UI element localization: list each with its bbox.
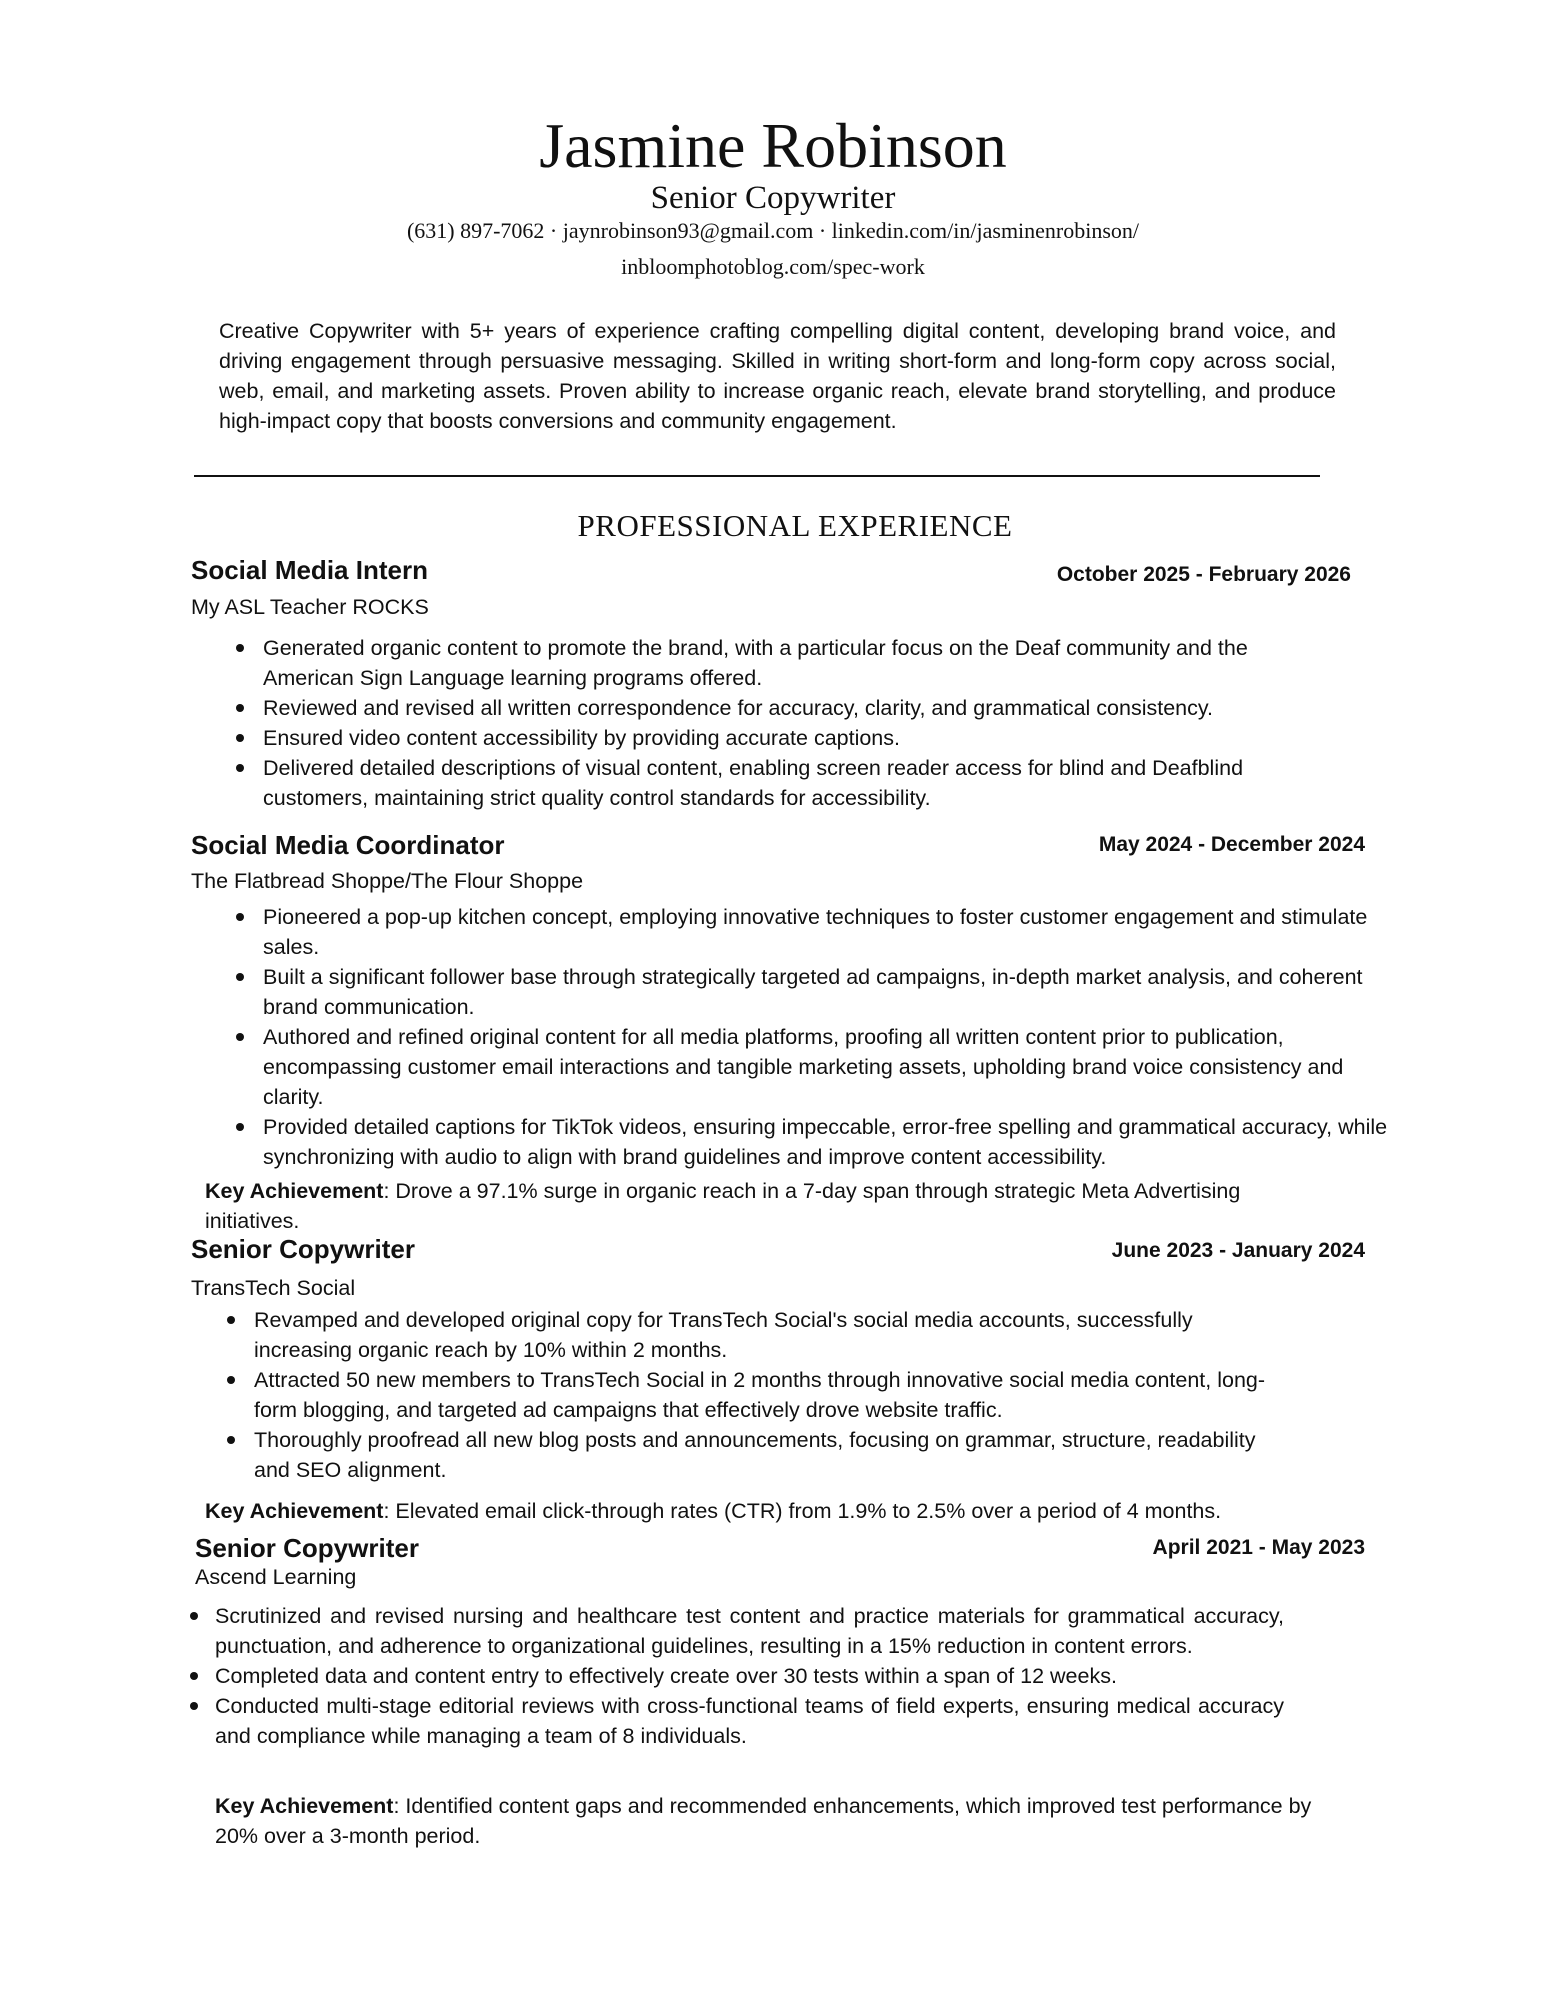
bullet-icon [236,644,244,652]
bullet-icon [190,1612,198,1620]
bullet-icon [236,1123,244,1131]
key-achievement-3: Key Achievement: Elevated email click-through rates (CTR) from 1.9% to 2.5% over a period of 4 months. [205,1499,1222,1523]
list-item: Pioneered a pop-up kitchen concept, employing innovative techniques to foster customer engagement and stimulate sales. [263,902,1405,962]
job-bullets-1 [263,633,1323,813]
job-title-1: Social Media Intern [191,555,428,585]
key-achievement-4: Key Achievement: Identified content gaps and recommended enhancements, which improved test performance by 20% over a 3-month period. [215,1794,1312,1848]
list-item: Built a significant follower base through strategically targeted ad campaigns, in-depth market analysis, and coherent brand communication. [263,962,1405,1022]
section-divider [194,475,1320,477]
candidate-title: Senior Copywriter [650,180,896,216]
bullet-icon [227,1436,235,1444]
job-dates-1: October 2025 - February 2026 [1056,563,1351,586]
professional-summary: Creative Copywriter with 5+ years of experience crafting compelling digital content, developing brand voice, and driving engagement through persuasive messaging. Skilled in writing short-form and long-form copy across social, web, email, and marketing assets. Proven ability to increase organic reach, elevate brand storytelling, and produce high-impact copy that boosts conversions and community engagement. [219,319,1336,433]
job-bullets-4 [215,1601,1284,1751]
job-title-3: Senior Copywriter [191,1234,415,1264]
list-item: Attracted 50 new members to TransTech Social in 2 months through innovative social media content, long-form blogging, and targeted ad campaigns that effectively drove website traffic. [254,1365,1284,1425]
list-item: Provided detailed captions for TikTok videos, ensuring impeccable, error-free spelling and grammatical accuracy, while synchronizing with audio to align with brand guidelines and improve content accessibility. [263,1112,1405,1172]
job-company-3: TransTech Social [191,1276,356,1300]
bullet-icon [236,913,244,921]
job-dates-3: June 2023 - January 2024 [1111,1239,1365,1262]
list-item: Revamped and developed original copy for TransTech Social's social media accounts, successfully increasing organic reach by 10% within 2 months. [254,1305,1284,1365]
job-title-4: Senior Copywriter [195,1533,419,1563]
job-dates-2: May 2024 - December 2024 [1098,833,1365,856]
bullet-icon [190,1702,198,1710]
list-item: Scrutinized and revised nursing and healthcare test content and practice materials for grammatical accuracy, punctuation, and adherence to organizational guidelines, resulting in a 15% reduction in content errors. [215,1601,1284,1661]
job-title-2: Social Media Coordinator [191,830,505,860]
list-item: Thoroughly proofread all new blog posts and announcements, focusing on grammar, structure, readability and SEO alignment. [254,1425,1284,1485]
bullet-icon [190,1672,198,1680]
job-dates-4: April 2021 - May 2023 [1152,1536,1365,1559]
bullet-icon [236,734,244,742]
list-item: Generated organic content to promote the brand, with a particular focus on the Deaf community and the American Sign Language learning programs offered. [263,633,1323,693]
list-item: Delivered detailed descriptions of visual content, enabling screen reader access for blind and Deafblind customers, maintaining strict quality control standards for accessibility. [263,753,1323,813]
list-item: Conducted multi-stage editorial reviews with cross-functional teams of field experts, ensuring medical accuracy and compliance while managing a team of 8 individuals. [215,1691,1284,1751]
key-achievement-2: Key Achievement: Drove a 97.1% surge in organic reach in a 7-day span through strategic Meta Advertising initiatives. [205,1179,1241,1233]
contact-line-1: (631) 897-7062 · jaynrobinson93@gmail.com · linkedin.com/in/jasminenrobinson/ [406,218,1140,243]
bullet-icon [236,973,244,981]
list-item: Ensured video content accessibility by providing accurate captions. [263,723,1323,753]
bullet-icon [236,704,244,712]
bullet-icon [236,764,244,772]
job-company-4: Ascend Learning [195,1565,357,1589]
candidate-name: Jasmine Robinson [539,110,1007,181]
bullet-icon [236,1033,244,1041]
contact-line-2: inbloomphotoblog.com/spec-work [621,254,925,279]
job-company-2: The Flatbread Shoppe/The Flour Shoppe [191,869,584,893]
section-title-experience: PROFESSIONAL EXPERIENCE [577,508,1013,543]
list-item: Authored and refined original content for all media platforms, proofing all written content prior to publication, encompassing customer email interactions and tangible marketing assets, upholding brand voice consistency and clarity. [263,1022,1405,1112]
job-company-1: My ASL Teacher ROCKS [191,595,429,619]
job-bullets-3 [254,1305,1284,1485]
job-bullets-2 [263,902,1405,1172]
list-item: Completed data and content entry to effectively create over 30 tests within a span of 12 weeks. [215,1661,1284,1691]
bullet-icon [227,1376,235,1384]
bullet-icon [227,1316,235,1324]
list-item: Reviewed and revised all written correspondence for accuracy, clarity, and grammatical consistency. [263,693,1323,723]
